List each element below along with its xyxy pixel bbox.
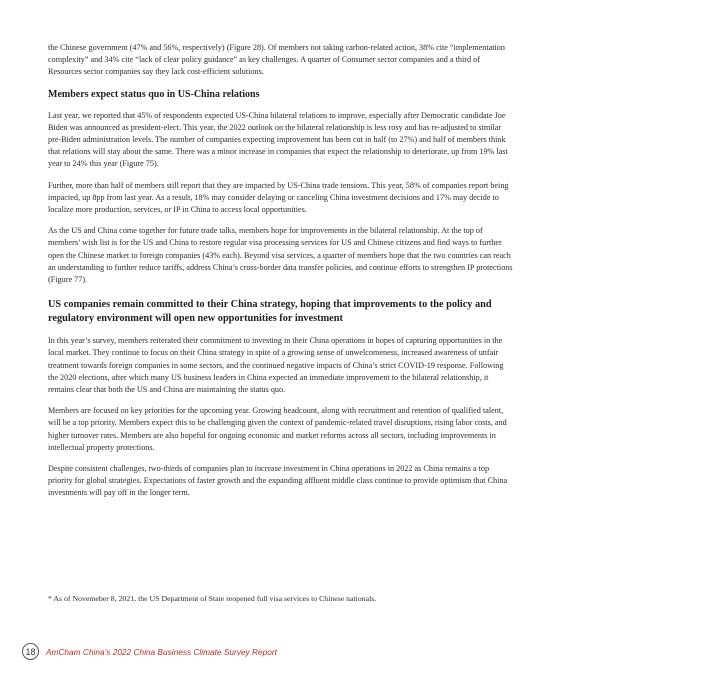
section-heading-us-china-relations: Members expect status quo in US-China relations (48, 88, 260, 100)
paragraph: Despite consistent challenges, two-thirds of companies plan to increase investment in China operations in 2022 as China remains a top priority for global strategies. Expectations of faster growth and the expanding affluent middle class continue to provide optimism that China investments will pay off in the longer term. (48, 464, 508, 498)
paragraph: Members are focused on key priorities for the upcoming year. Growing headcount, along with recruitment and retention of qualified talent, will be a top priority. Members expect this to be challenging given the context of pandemic-related travel disruptions, rising labor costs, and higher turnover rates. Members are also hopeful for ongoing economic and market reforms across all sectors, including improvements in intellectual property protections. (48, 406, 507, 452)
paragraph: Last year, we reported that 45% of respondents expected US-China bilateral relations to improve, especially after Democratic candidate Joe Biden was announced as president-elect. This year, the 2022 outlook on the bilateral relationship is less rosy and has re-adjusted to similar pre-Biden administration levels. The number of companies expecting improvement has been cut in half (to 27%) and half of members think that relations will stay about the same. There was a minor increase in companies that expect the relationship to deteriorate, up from 19% last year to 24% this year (Figure 75). (48, 110, 508, 169)
page-body (48, 42, 513, 509)
intro-paragraph: the Chinese government (47% and 56%, respectively) (Figure 28). Of members not taking carbon-related action, 38% cite “implementation complexity” and 34% cite “lack of clear policy guidance” as key challenges. A quarter of Consumer sector companies and a third of Resources sector companies say they lack cost-efficient solutions. (48, 43, 505, 77)
footnote: * As of Novemeber 8, 2021, the US Department of State reopened full visa services to Chinese nationals. (48, 594, 377, 603)
section-heading-china-strategy: US companies remain committed to their China strategy, hoping that improvements to the policy and regulatory environment will open new opportunities for investment (48, 299, 492, 325)
paragraph: In this year’s survey, members reiterated their commitment to investing in their China operations in hopes of capturing opportunities in the local market. They continue to focus on their China strategy in spite of a growing sense of unwelcomeness, increased awareness of unfair treatment towards foreign companies in some sectors, and the continued negative impacts of China’s strict COVID-19 response. Following the 2020 elections, after which many US business leaders in China expected an immediate improvement to the bilateral relationship, it remains clear that both the US and China are maintaining the status quo. (48, 336, 504, 395)
paragraph: Further, more than half of members still report that they are impacted by US-China trade tensions. This year, 58% of companies report being impacted, up 8pp from last year. As a result, 18% may consider delaying or canceling China investment decisions and 17% may decide to localize more production, services, or IP in China to access local opportunities. (48, 180, 509, 215)
page-number: 18 (22, 643, 39, 660)
report-title: AmCham China’s 2022 China Business Climate Survey Report (46, 646, 277, 657)
paragraph: As the US and China come together for future trade talks, members hope for improvements in the bilateral relationship. At the top of members’ wish list is for the US and China to restore regular visa processing services for US and Chinese citizens and find ways to further open the Chinese market to foreign companies (43% each). Beyond visa services, a quarter of members hope that the two countries can reach an understanding to further reduce tariffs, address China’s cross-border data transfer policies, and continue efforts to strengthen IP protections (Figure 77). (48, 226, 513, 285)
page-footer (22, 643, 277, 660)
